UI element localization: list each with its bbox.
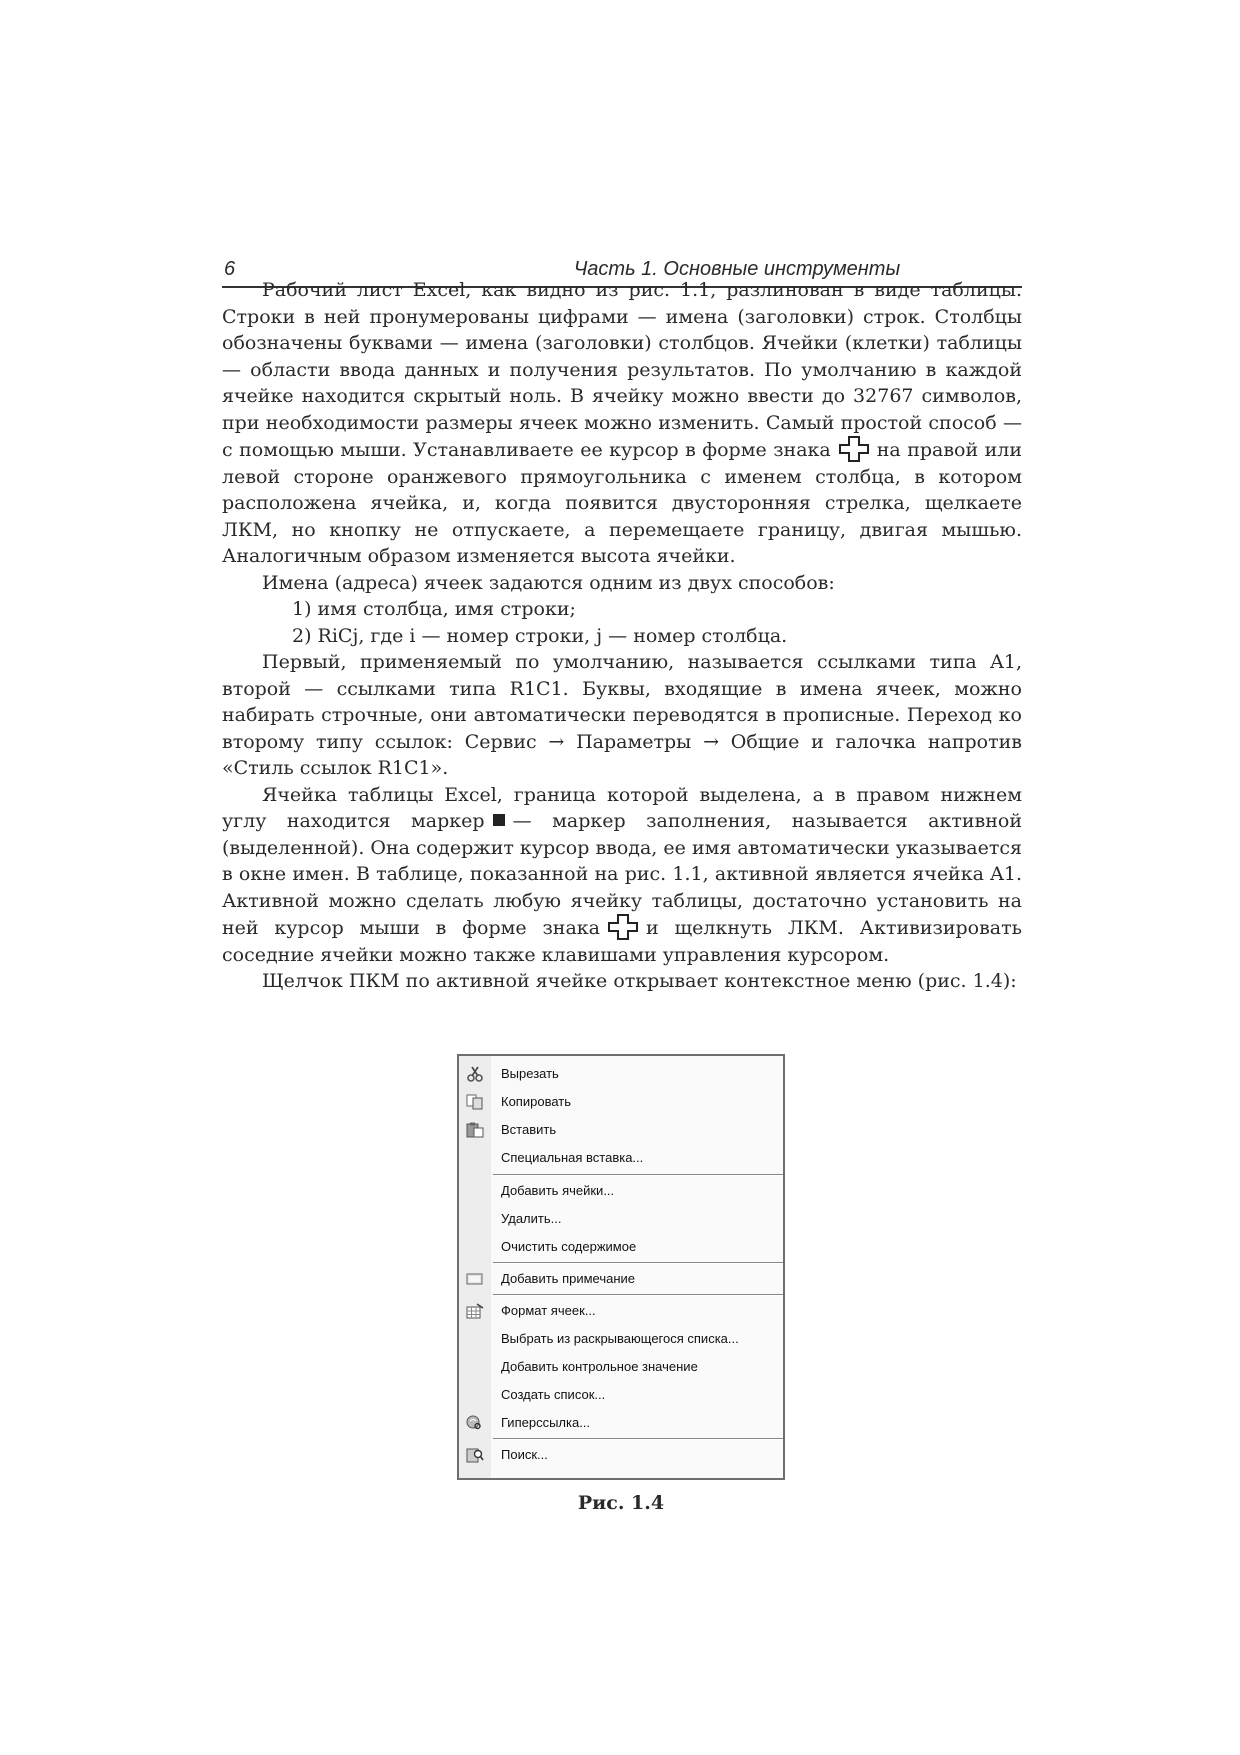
page-number: 6 <box>224 258 236 280</box>
menu-item-label: Выбрать из раскрывающегося списка... <box>501 1331 739 1346</box>
paste-icon <box>466 1122 484 1138</box>
context-menu <box>457 1054 785 1480</box>
scissors-icon <box>466 1066 484 1082</box>
menu-item-clear-contents[interactable] <box>459 1233 783 1261</box>
search-icon <box>466 1447 484 1463</box>
cross-cursor-icon <box>839 436 869 462</box>
fill-handle-icon <box>493 814 505 826</box>
paragraph-5: Щелчок ПКМ по активной ячейке открывает контекстное меню (рис. 1.4): <box>262 970 1017 992</box>
menu-separator <box>493 1294 783 1296</box>
figure-caption: Рис. 1.4 <box>577 1492 665 1514</box>
format-cells-icon <box>466 1303 484 1319</box>
menu-item-add-watch[interactable] <box>459 1353 783 1381</box>
menu-item-copy[interactable] <box>459 1088 783 1116</box>
paragraph-2: Имена (адреса) ячеек задаются одним из двух способов: <box>262 571 835 594</box>
menu-item-insert-comment[interactable] <box>459 1265 783 1293</box>
menu-item-hyperlink[interactable] <box>459 1409 783 1437</box>
menu-item-format-cells[interactable] <box>459 1297 783 1325</box>
menu-item-research[interactable] <box>459 1441 783 1469</box>
list-item-2: 2) RiCj, где i — номер строки, j — номер столбца. <box>292 624 788 647</box>
menu-item-paste-special[interactable] <box>459 1144 783 1172</box>
body-text <box>222 277 1022 995</box>
menu-item-label: Добавить ячейки... <box>501 1183 615 1198</box>
menu-item-pick-from-list[interactable] <box>459 1325 783 1353</box>
menu-item-create-list[interactable] <box>459 1381 783 1409</box>
running-title: Часть 1. Основные инструменты <box>573 258 901 280</box>
comment-icon <box>466 1271 484 1287</box>
menu-separator <box>493 1174 783 1176</box>
menu-item-delete[interactable] <box>459 1205 783 1233</box>
menu-item-label: Копировать <box>501 1094 571 1109</box>
menu-separator <box>493 1438 783 1440</box>
paragraph-3: Первый, применяемый по умолчанию, называется ссылками типа A1, второй — ссылками типа R1C1. Буквы, входящие в имена ячеек, можно набирать строчные, они автоматически переводятся в прописные. Переход ко второму типу ссылок: Сервис → Параметры → Общие и галочка напротив «Стиль ссылок R1C1». <box>222 651 1022 779</box>
cross-cursor-icon <box>608 914 638 940</box>
menu-item-insert-cells[interactable] <box>459 1177 783 1205</box>
hyperlink-icon <box>466 1415 484 1431</box>
menu-item-label: Удалить... <box>501 1211 562 1226</box>
menu-item-label: Гиперссылка... <box>501 1415 591 1430</box>
menu-item-paste[interactable] <box>459 1116 783 1144</box>
menu-item-label: Формат ячеек... <box>501 1303 596 1318</box>
menu-item-label: Специальная вставка... <box>501 1150 644 1165</box>
list-item-1: 1) имя столбца, имя строки; <box>292 598 576 620</box>
paragraph-4: Ячейка таблицы Excel, граница которой выделена, а в правом нижнем углу находится маркер — маркер заполнения, называется активной (выделенной). Она содержит курсор ввода, ее имя автоматически указывается в окне имен. В таблице, показанной на рис. 1.1, активной является ячейка A1. Активной можно сделать любую ячейку таблицы, достаточно установить на ней курсор мыши в форме знака и щелкнуть ЛКМ. Активизировать соседние ячейки можно также клавишами управления курсором. <box>222 783 1022 966</box>
menu-item-label: Вставить <box>501 1122 557 1137</box>
menu-item-label: Очистить содержимое <box>501 1239 637 1254</box>
menu-item-label: Создать список... <box>501 1387 606 1402</box>
menu-item-label: Добавить контрольное значение <box>501 1359 698 1374</box>
copy-icon <box>466 1094 484 1110</box>
menu-item-label: Добавить примечание <box>501 1271 636 1286</box>
menu-item-cut[interactable] <box>459 1060 783 1088</box>
menu-separator <box>493 1262 783 1264</box>
menu-item-label: Вырезать <box>501 1066 559 1081</box>
paragraph-1: Рабочий лист Excel, как видно из рис. 1.1, разлинован в виде таблицы. Строки в ней пронумерованы цифрами — имена (заголовки) строк. Столбцы обозначены буквами — имена (заголовки) столбцов. Ячейки (клетки) таблицы — области ввода данных и получения результатов. По умолчанию в каждой ячейке находится скрытый ноль. В ячейку можно ввести до 32767 символов, при необходимости размеры ячеек можно изменить. Самый простой способ — с помощью мыши. Устанавливаете ее курсор в форме знака на правой или левой стороне оранжевого прямоугольника с именем столбца, в котором расположена ячейка, и, когда появится двусторонняя стрелка, щелкаете ЛКМ, но кнопку не отпускаете, а перемещаете границу, двигая мышью. Аналогичным образом изменяется высота ячейки. <box>222 279 1022 567</box>
menu-item-label: Поиск... <box>501 1447 548 1462</box>
